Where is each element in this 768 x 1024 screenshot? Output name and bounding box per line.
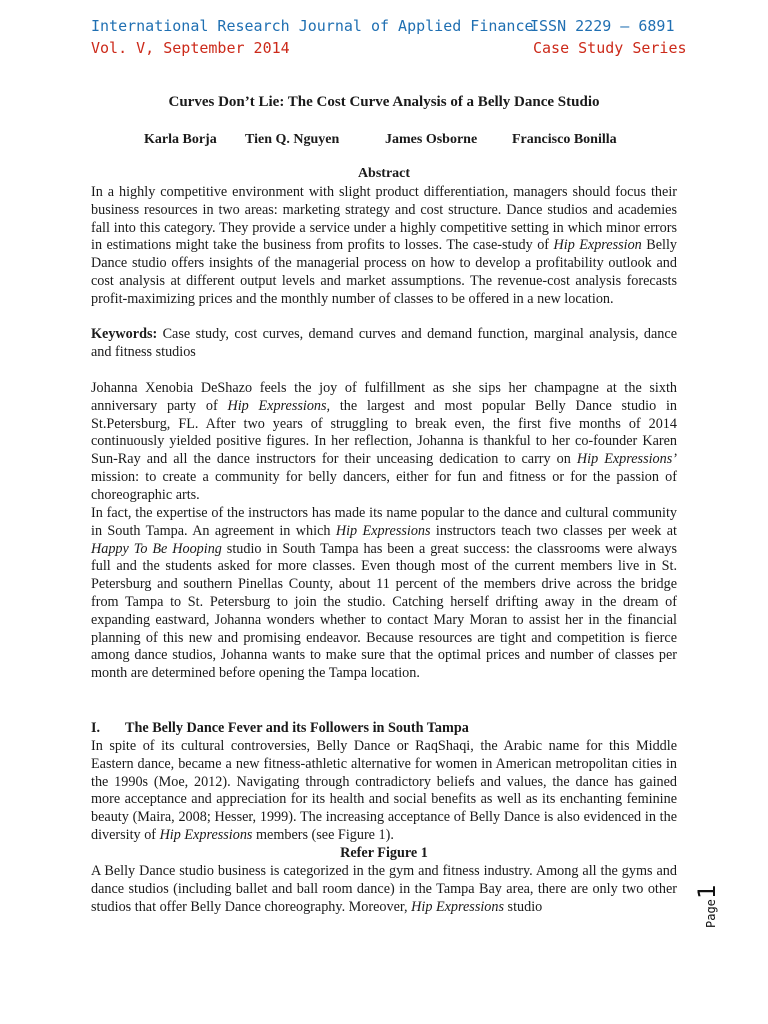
- abstract-text: In a highly competitive environment with slight product differentiation, managers should focus their business resources in two areas: marketing strategy and cost structure. Dance studios and academies fall into this category. They provide a service under a highly competitive setting in which minor errors in estimations might take the business from profits to losses. The case-study of Hip Expression Belly Dance studio offers insights of the managerial process on how to develop a profitability outlook and cost analysis at different output levels and market assumptions. The revenue-cost analysis forecasts profit-maximizing prices and the monthly number of classes to be offered in a new location.: [91, 184, 677, 307]
- section-heading: [91, 720, 469, 737]
- figure-reference: Refer Figure 1: [340, 845, 428, 861]
- page-number-value: 1: [693, 884, 721, 900]
- section-number: I.: [91, 720, 101, 736]
- intro-paragraph: In fact, the expertise of the instructors has made its name popular to the dance and cultural community in South Tampa. An agreement in which Hip Expressions instructors teach two classes per week at Happy To Be Hooping studio in South Tampa has been a great success: the classrooms were always full and the students asked for more classes. Even though most of the current members live in St. Petersburg and southern Pinellas County, about 11 percent of the members drive across the bridge from Tampa to St. Petersburg to join the studio. Catching herself drifting away in the dream of expanding eastward, Johanna wonders whether to contact Mary Moran to assist her in the financial planning of this new and promising endeavor. Because resources are tight and competition is fierce among dance studios, Johanna wants to make sure that the optimal prices and number of classes per month are determined before opening the Tampa location.: [91, 505, 678, 682]
- journal-name: International Research Journal of Applied Finance: [91, 17, 534, 35]
- section-paragraph: In spite of its cultural controversies, Belly Dance or RaqShaqi, the Arabic name for this Middle Eastern dance, became a new fitness-athletic alternative for women in American metropolitan cities in the 1990s (Moe, 2012). Navigating through contradictory beliefs and values, the dance has gained more acceptance and appreciation for its health and social benefits as well as its enchanting feminine beauty (Maira, 2008; Hesser, 1999). The increasing acceptance of Belly Dance is also evidenced in the diversity of Hip Expressions members (see Figure 1).: [91, 738, 677, 843]
- intro-paragraph: Johanna Xenobia DeShazo feels the joy of fulfillment as she sips her champagne at the sixth anniversary party of Hip Expressions, the largest and most popular Belly Dance studio in St.Petersburg, FL. After two years of struggling to break even, the first five months of 2014 continuously yielded positive figures. In her reflection, Johanna is thankful to her co-founder Karen Sun-Ray and all the dance instructors for their unceasing dedication to carry on Hip Expressions’ mission: to create a community for belly dancers, either for fun and fitness or for the passion of choreographic arts.: [91, 380, 677, 503]
- keywords: Keywords: Case study, cost curves, demand curves and demand function, marginal analysis, dance and fitness studios: [91, 326, 677, 360]
- section-title: The Belly Dance Fever and its Followers in South Tampa: [125, 720, 469, 736]
- page-number: [693, 858, 721, 928]
- issn: ISSN 2229 – 6891: [530, 17, 675, 35]
- paper-title: Curves Don’t Lie: The Cost Curve Analysis of a Belly Dance Studio: [168, 94, 600, 110]
- author-name: Karla Borja: [144, 132, 217, 147]
- author-name: Francisco Bonilla: [512, 132, 617, 147]
- section-paragraph: A Belly Dance studio business is categorized in the gym and fitness industry. Among all the gyms and dance studios (including ballet and ball room dance) in the Tampa Bay area, there are only two other studios that offer Belly Dance choreography. Moreover, Hip Expressions studio: [91, 863, 677, 915]
- author-name: Tien Q. Nguyen: [245, 132, 340, 147]
- author-name: James Osborne: [385, 132, 478, 147]
- abstract-heading: Abstract: [357, 166, 411, 181]
- keywords-label: Keywords:: [91, 326, 158, 342]
- volume-date: Vol. V, September 2014: [91, 39, 290, 57]
- page-label: Page: [704, 899, 718, 928]
- series-name: Case Study Series: [533, 39, 687, 57]
